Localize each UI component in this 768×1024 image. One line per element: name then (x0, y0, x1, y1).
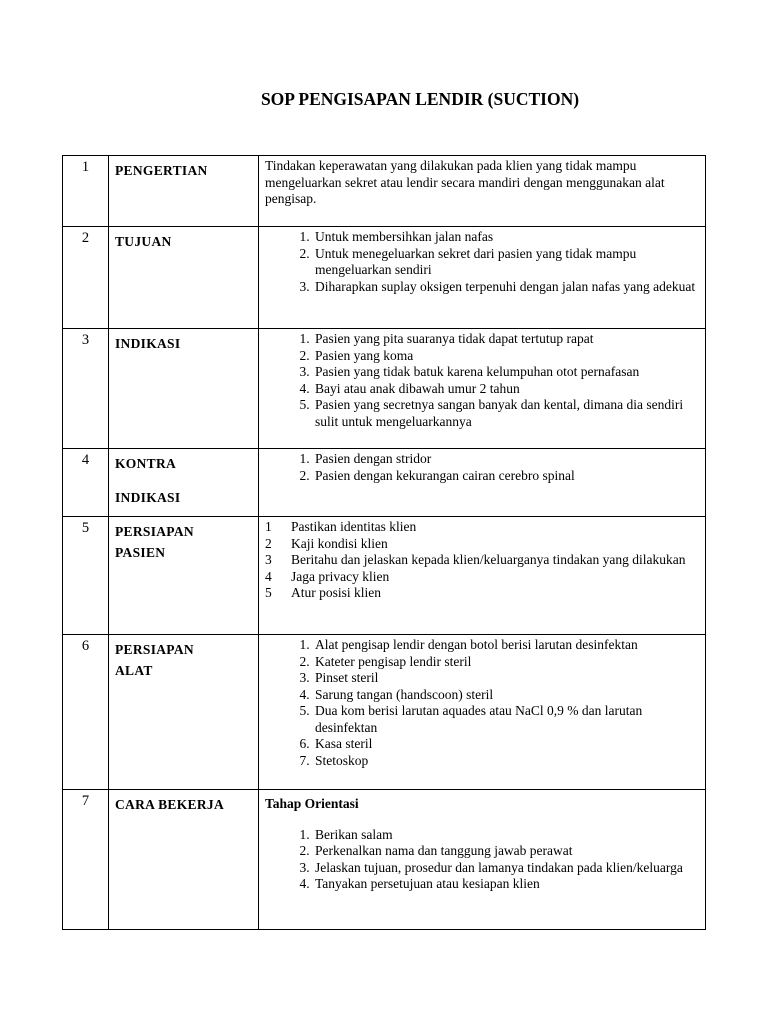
list-item: 2 Kaji kondisi klien (265, 535, 388, 551)
list-item: 6. Kasa steril (313, 736, 699, 753)
list (265, 229, 699, 295)
list-item: 3. Jelaskan tujuan, prosedur dan lamanya tindakan pada klien/keluarga (313, 860, 699, 877)
row-number: 2 (63, 227, 109, 329)
list-item: 5. Dua kom berisi larutan aquades atau NaCl 0,9 % dan larutan desinfektan (313, 703, 699, 736)
list-item: 2. Pasien yang koma (313, 348, 699, 365)
row-number: 4 (63, 449, 109, 517)
list-item: 1. Pasien yang pita suaranya tidak dapat tertutup rapat (313, 331, 699, 348)
list-item: 3. Pasien yang tidak batuk karena kelumpuhan otot pernafasan (313, 364, 699, 381)
row-number: 1 (63, 156, 109, 227)
list-item: 5. Pasien yang secretnya sangan banyak dan kental, dimana dia sendiri sulit untuk mengeluarkannya (313, 397, 699, 430)
row-content (259, 156, 706, 227)
list-item: 3 Beritahu dan jelaskan kepada klien/keluarganya tindakan yang dilakukan (265, 552, 686, 567)
row-label: CARA BEKERJA (109, 790, 259, 930)
list-item: 2. Kateter pengisap lendir steril (313, 654, 699, 671)
list (265, 519, 699, 602)
list (265, 451, 699, 484)
row-content (259, 635, 706, 790)
row-number: 6 (63, 635, 109, 790)
table-row (63, 635, 706, 790)
row-label: TUJUAN (109, 227, 259, 329)
sop-table (62, 155, 706, 930)
list-item: 1. Alat pengisap lendir dengan botol berisi larutan desinfektan (313, 637, 699, 654)
list-item: 2. Untuk menegeluarkan sekret dari pasien yang tidak mampu mengeluarkan sendiri (313, 246, 699, 279)
list-item: 5 Atur posisi klien (265, 585, 381, 600)
list-item: 3. Pinset steril (313, 670, 699, 687)
table-row (63, 790, 706, 930)
list (265, 827, 699, 893)
table-row (63, 329, 706, 449)
row-content (259, 227, 706, 329)
row-content (259, 449, 706, 517)
list-item: 4. Bayi atau anak dibawah umur 2 tahun (313, 381, 699, 398)
row-label: INDIKASI (109, 329, 259, 449)
list-item: 1. Berikan salam (313, 827, 699, 844)
list-item: 1. Pasien dengan stridor (313, 451, 699, 468)
table-row (63, 449, 706, 517)
row-number: 5 (63, 517, 109, 635)
list-item: 2. Perkenalkan nama dan tanggung jawab perawat (313, 843, 699, 860)
row-number: 7 (63, 790, 109, 930)
list (265, 331, 699, 430)
row-number: 3 (63, 329, 109, 449)
page-title: SOP PENGISAPAN LENDIR (SUCTION) (260, 89, 580, 109)
row-content (259, 329, 706, 449)
row-label: PERSIAPAN PASIEN (109, 517, 259, 635)
list-item: 1 Pastikan identitas klien (265, 519, 417, 534)
list-item: 7. Stetoskop (313, 753, 699, 770)
row-label: PERSIAPAN ALAT (109, 635, 259, 790)
list-item: 4. Tanyakan persetujuan atau kesiapan klien (313, 876, 699, 893)
table-row (63, 156, 706, 227)
definition-text: Tindakan keperawatan yang dilakukan pada klien yang tidak mampu mengeluarkan sekret atau lendir secara mandiri dengan menggunakan alat pengisap. (265, 158, 665, 206)
list-item: 3. Diharapkan suplay oksigen terpenuhi dengan jalan nafas yang adekuat (313, 279, 699, 296)
list-item: 4. Sarung tangan (handscoon) steril (313, 687, 699, 704)
row-content (259, 790, 706, 930)
table-row (63, 517, 706, 635)
list-item: 1. Untuk membersihkan jalan nafas (313, 229, 699, 246)
list-item: 2. Pasien dengan kekurangan cairan cerebro spinal (313, 468, 699, 485)
list (265, 637, 699, 769)
row-content (259, 517, 706, 635)
section-subheading: Tahap Orientasi (265, 796, 359, 811)
row-label: KONTRA INDIKASI (109, 449, 259, 517)
list-item: 4 Jaga privacy klien (265, 568, 390, 584)
table-row (63, 227, 706, 329)
row-label: PENGERTIAN (109, 156, 259, 227)
